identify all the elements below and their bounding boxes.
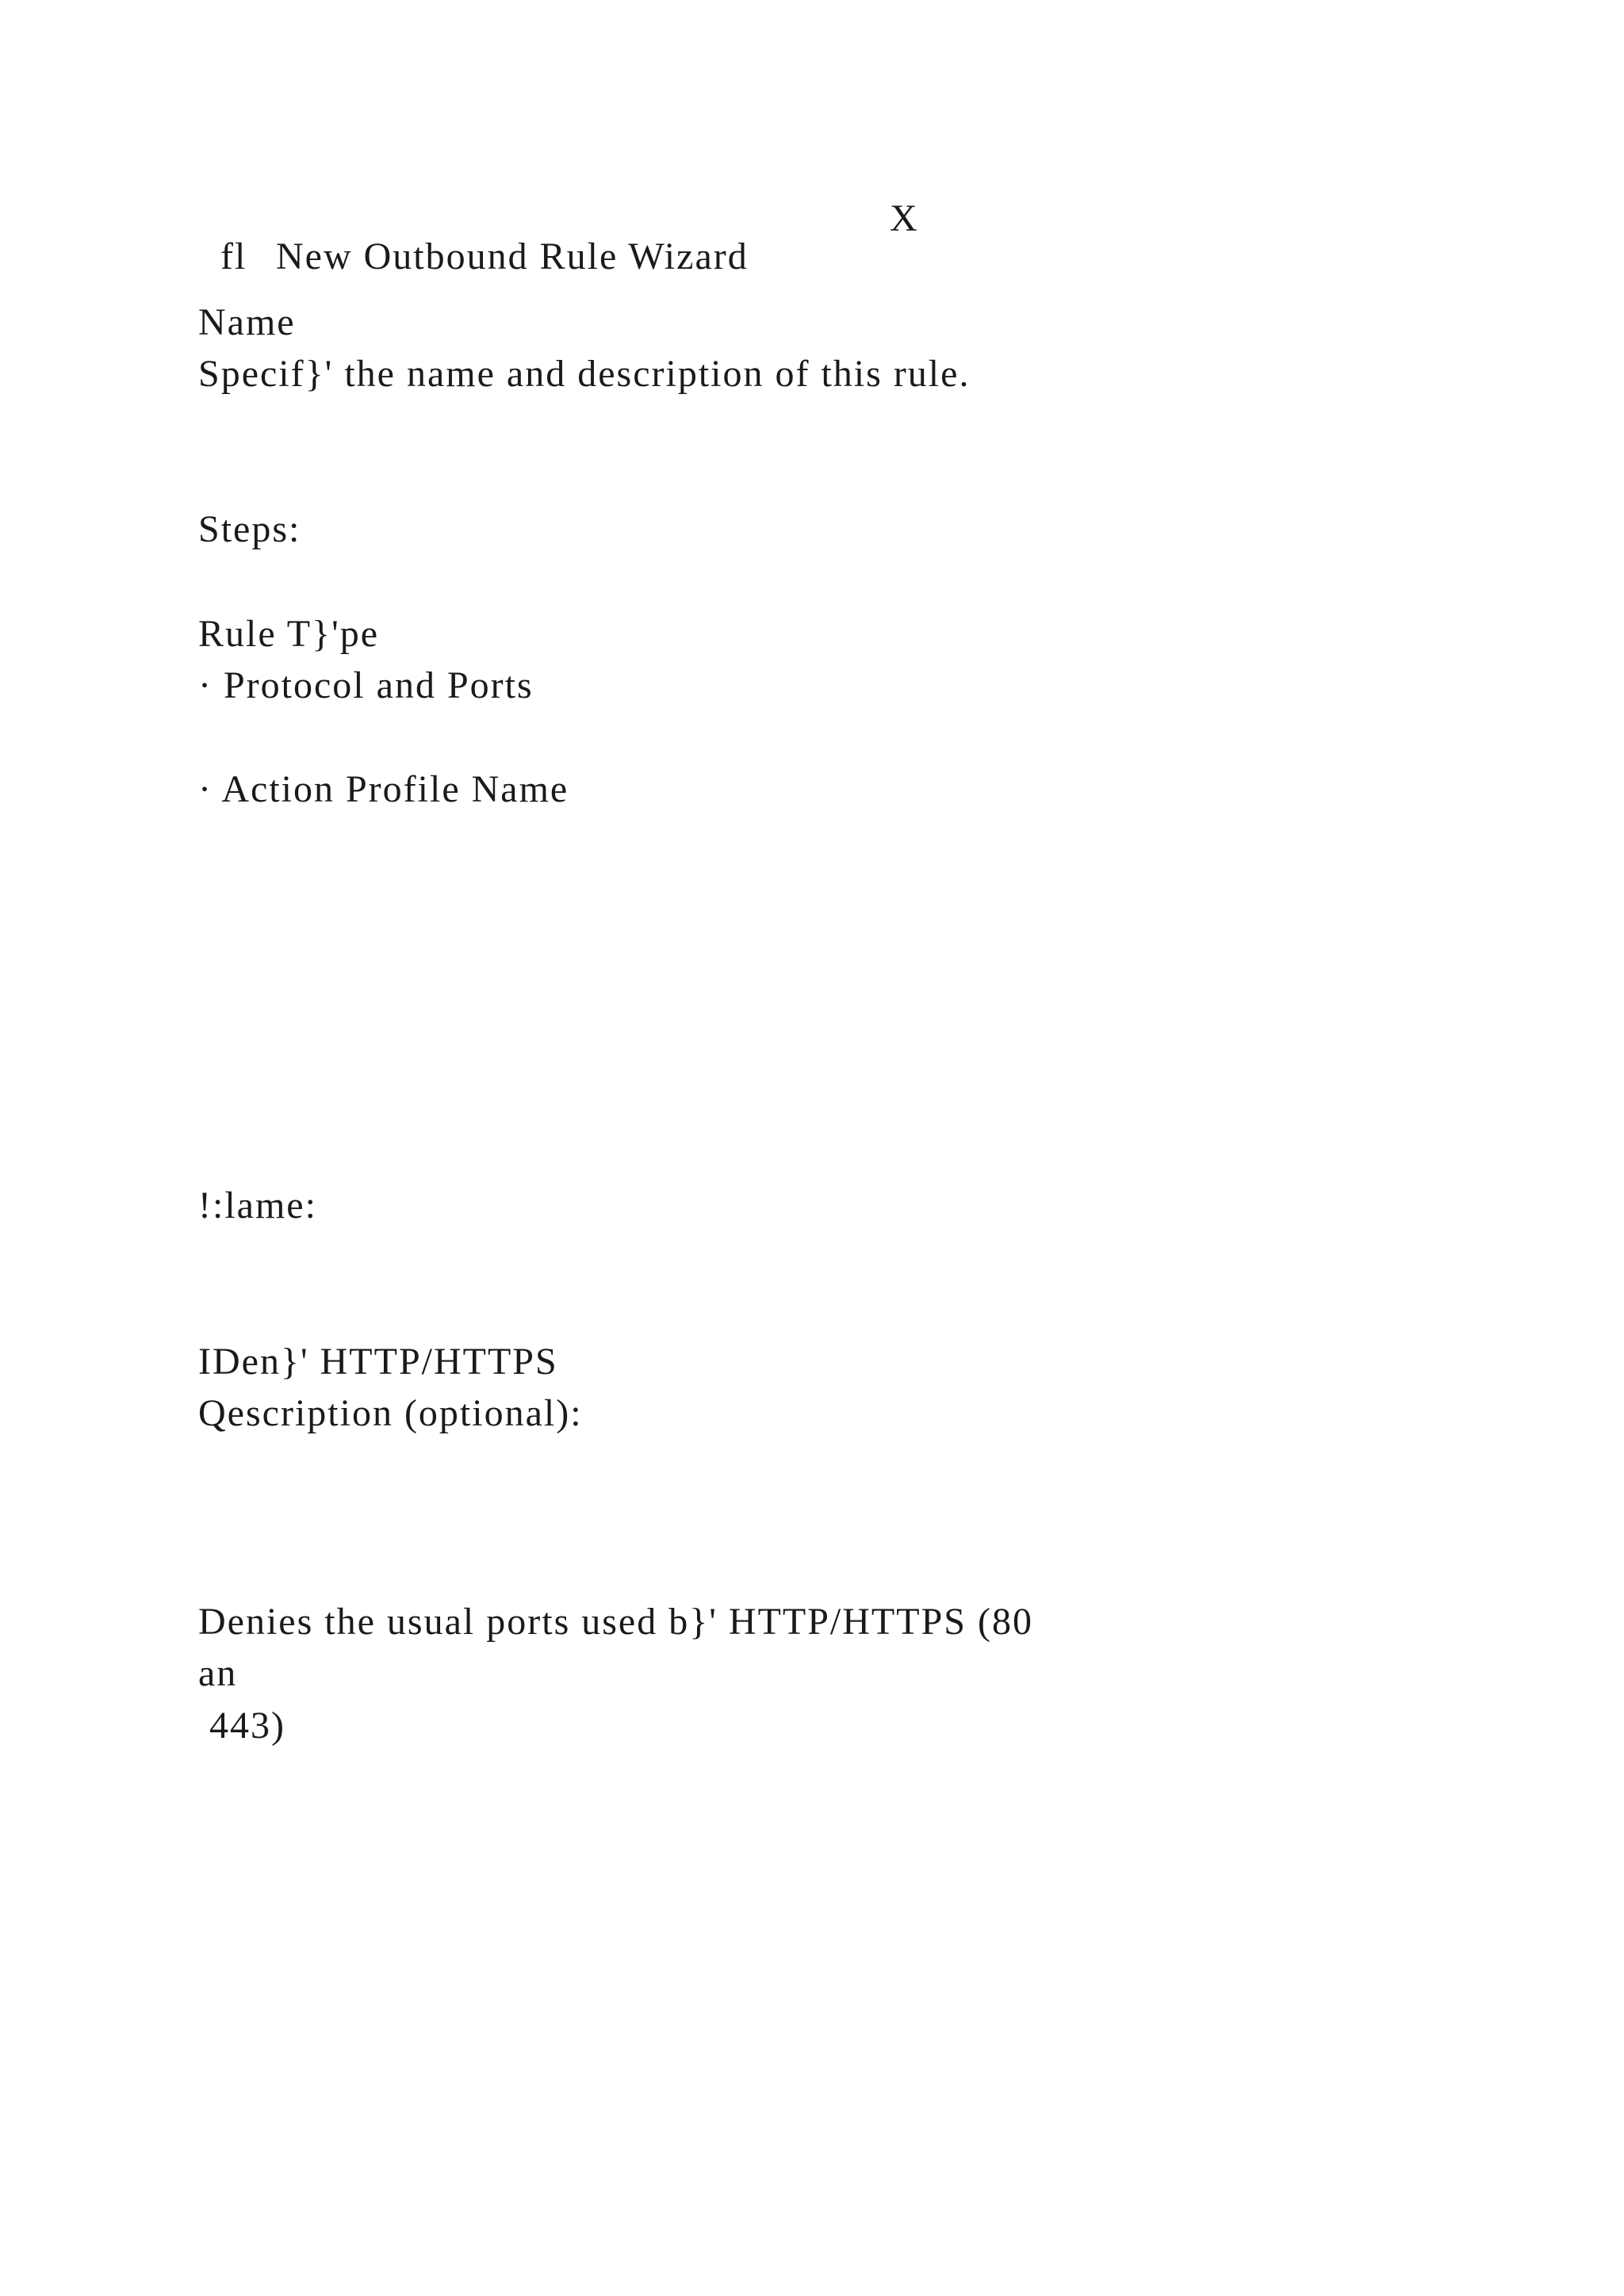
step-protocol-and-ports[interactable]: · Protocol and Ports [198, 664, 534, 706]
window-title: New Outbound Rule Wizard [276, 235, 749, 277]
name-input[interactable]: IDen}' HTTP/HTTPS [198, 1341, 558, 1383]
step-action-profile-name[interactable]: · Action Profile Name [198, 768, 569, 810]
steps-heading: Steps: [198, 508, 301, 550]
description-text-line[interactable]: an [198, 1652, 238, 1694]
description-text-line[interactable]: Denies the usual ports used b}' HTTP/HTTPS (80 [198, 1601, 1033, 1643]
window-title-bar [198, 197, 919, 314]
description-text-line[interactable]: 443) [198, 1705, 285, 1747]
description-label: Qescription (optional): [198, 1392, 583, 1434]
close-button[interactable]: X [890, 197, 919, 239]
firewall-icon: fl [220, 235, 247, 277]
step-rule-type[interactable]: Rule T}'pe [198, 613, 380, 655]
page-subtitle: Specif}' the name and description of this rule. [198, 353, 971, 395]
name-label: !:lame: [198, 1184, 317, 1226]
page-title: Name [198, 301, 296, 343]
